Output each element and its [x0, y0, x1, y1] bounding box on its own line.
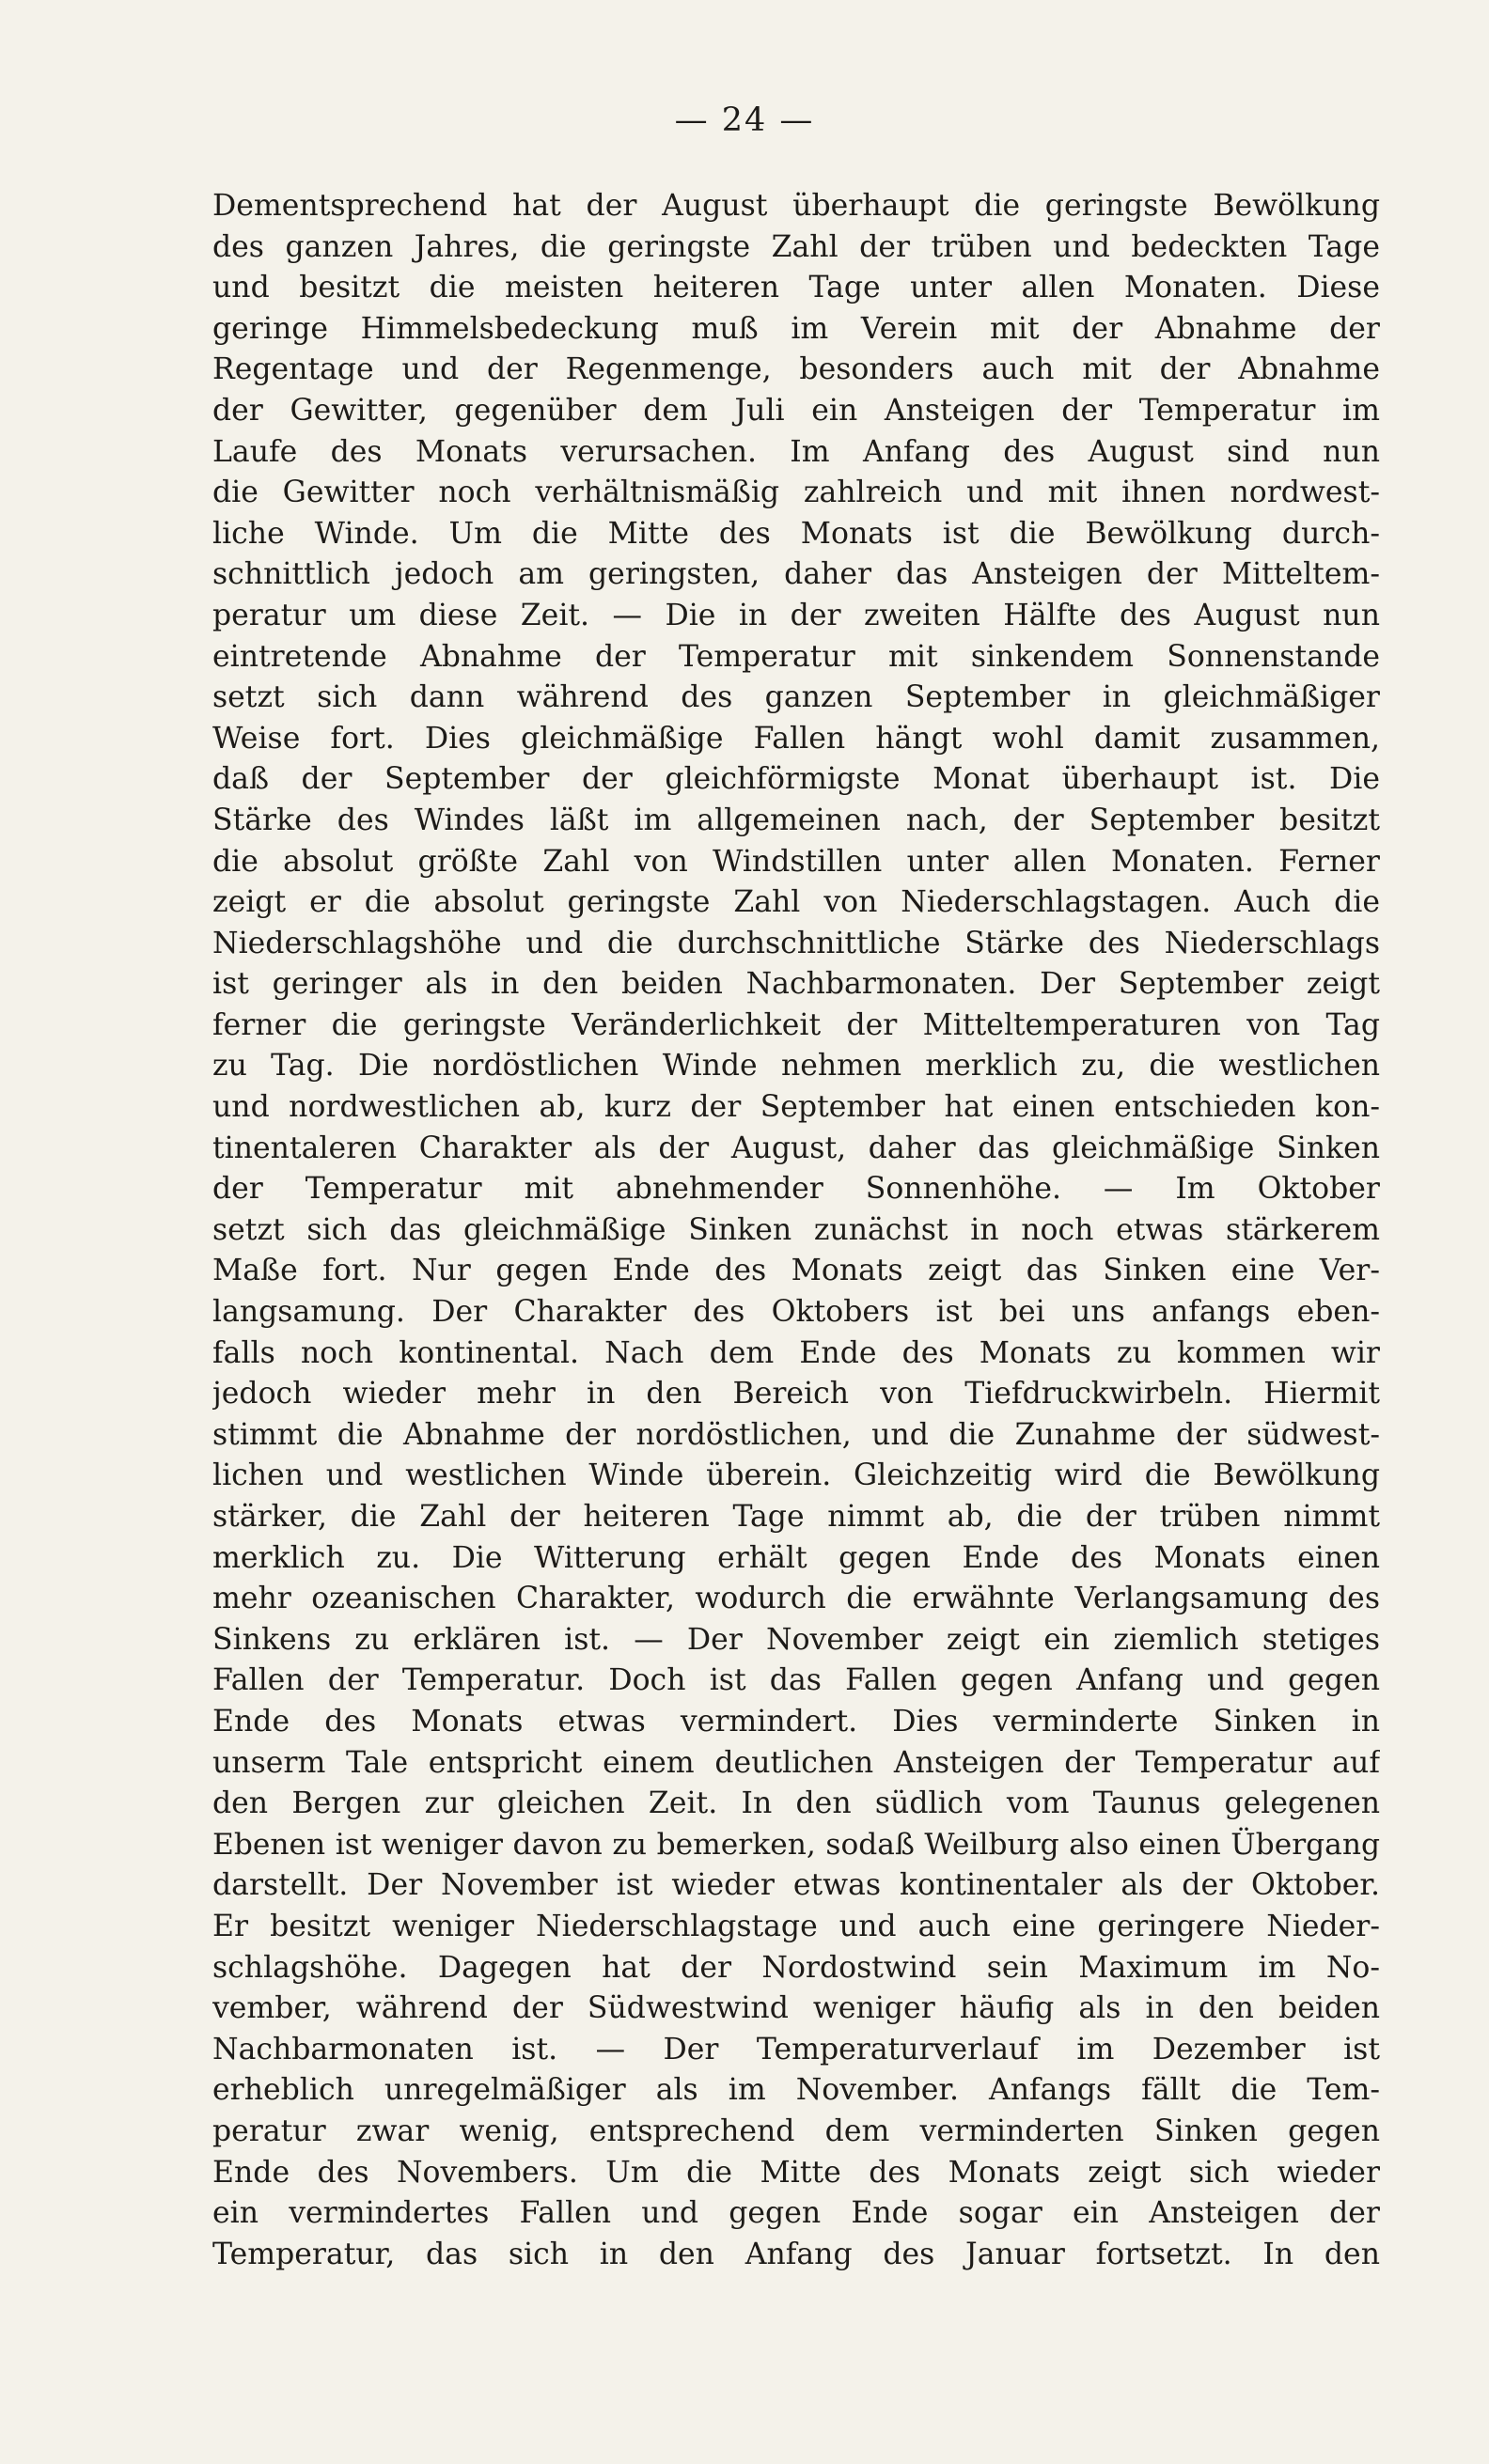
text-line: stärker, die Zahl der heiteren Tage nimmt ab, die der trüben nimmt	[212, 1500, 1380, 1534]
text-line: Stärke des Windes läßt im allgemeinen nach, der September besitzt	[212, 803, 1380, 837]
text-line: Fallen der Temperatur. Doch ist das Fallen gegen Anfang und gegen	[212, 1663, 1380, 1698]
text-line: der Gewitter, gegenüber dem Juli ein Ansteigen der Temperatur im	[212, 393, 1380, 428]
text-line: peratur zwar wenig, entsprechend dem verminderten Sinken gegen	[212, 2113, 1380, 2148]
text-line: ein vermindertes Fallen und gegen Ende sogar ein Ansteigen der	[212, 2196, 1380, 2231]
text-line: zu Tag. Die nordöstlichen Winde nehmen merklich zu, die westlichen	[212, 1049, 1380, 1084]
text-line: peratur um diese Zeit. — Die in der zweiten Hälfte des August nun	[212, 598, 1380, 632]
text-line: schlagshöhe. Dagegen hat der Nordostwind sein Maximum im No-	[212, 1950, 1380, 1985]
body-text	[212, 186, 1380, 2275]
text-line: und nordwestlichen ab, kurz der September hat einen entschieden kon-	[212, 1090, 1380, 1125]
text-line: liche Winde. Um die Mitte des Monats ist die Bewölkung durch-	[212, 516, 1380, 551]
text-line: Maße fort. Nur gegen Ende des Monats zeigt das Sinken eine Ver-	[212, 1254, 1380, 1288]
text-line: mehr ozeanischen Charakter, wodurch die erwähnte Verlangsamung des	[212, 1582, 1380, 1616]
text-line: zeigt er die absolut geringste Zahl von Niederschlagstagen. Auch die	[212, 885, 1380, 920]
text-line: langsamung. Der Charakter des Oktobers ist bei uns anfangs eben-	[212, 1295, 1380, 1330]
text-line: den Bergen zur gleichen Zeit. In den südlich vom Taunus gelegenen	[212, 1786, 1380, 1821]
text-line: der Temperatur mit abnehmender Sonnenhöhe. — Im Oktober	[212, 1172, 1380, 1207]
text-line: Weise fort. Dies gleichmäßige Fallen hängt wohl damit zusammen,	[212, 721, 1380, 756]
text-line: Regentage und der Regenmenge, besonders auch mit der Abnahme	[212, 352, 1380, 387]
text-line: lichen und westlichen Winde überein. Gleichzeitig wird die Bewölkung	[212, 1458, 1380, 1493]
text-line: setzt sich dann während des ganzen September in gleichmäßiger	[212, 680, 1380, 715]
text-line: Laufe des Monats verursachen. Im Anfang des August sind nun	[212, 434, 1380, 469]
text-line: Ende des Monats etwas vermindert. Dies verminderte Sinken in	[212, 1704, 1380, 1739]
text-line: vember, während der Südwestwind weniger häufig als in den beiden	[212, 1991, 1380, 2026]
text-line: des ganzen Jahres, die geringste Zahl der trüben und bedeckten Tage	[212, 229, 1380, 264]
text-line: setzt sich das gleichmäßige Sinken zunächst in noch etwas stärkerem	[212, 1212, 1380, 1247]
text-line: daß der September der gleichförmigste Monat überhaupt ist. Die	[212, 762, 1380, 797]
text-line: schnittlich jedoch am geringsten, daher das Ansteigen der Mitteltem-	[212, 557, 1380, 592]
text-line: merklich zu. Die Witterung erhält gegen Ende des Monats einen	[212, 1540, 1380, 1575]
text-line: und besitzt die meisten heiteren Tage unter allen Monaten. Diese	[212, 271, 1380, 305]
text-line: Niederschlagshöhe und die durchschnittliche Stärke des Niederschlags	[212, 926, 1380, 960]
text-line: geringe Himmelsbedeckung muß im Verein mit der Abnahme der	[212, 311, 1380, 346]
text-line: jedoch wieder mehr in den Bereich von Tiefdruckwirbeln. Hiermit	[212, 1377, 1380, 1411]
text-line: Ende des Novembers. Um die Mitte des Monats zeigt sich wieder	[212, 2155, 1380, 2190]
text-line: die absolut größte Zahl von Windstillen unter allen Monaten. Ferner	[212, 844, 1380, 879]
text-line: Ebenen ist weniger davon zu bemerken, sodaß Weilburg also einen Übergang	[212, 1827, 1380, 1862]
text-line: die Gewitter noch verhältnismäßig zahlreich und mit ihnen nordwest-	[212, 476, 1380, 510]
text-line: unserm Tale entspricht einem deutlichen Ansteigen der Temperatur auf	[212, 1745, 1380, 1780]
text-line: Dementsprechend hat der August überhaupt die geringste Bewölkung	[212, 189, 1380, 223]
page-number: — 24 —	[674, 101, 815, 139]
text-line: darstellt. Der November ist wieder etwas kontinentaler als der Oktober.	[212, 1868, 1380, 1903]
text-line: stimmt die Abnahme der nordöstlichen, und die Zunahme der südwest-	[212, 1417, 1380, 1452]
text-line: ist geringer als in den beiden Nachbarmonaten. Der September zeigt	[212, 967, 1380, 1002]
text-line: ferner die geringste Veränderlichkeit der Mitteltemperaturen von Tag	[212, 1007, 1380, 1042]
text-line: erheblich unregelmäßiger als im November. Anfangs fällt die Tem-	[212, 2073, 1380, 2108]
text-line: Sinkens zu erklären ist. — Der November zeigt ein ziemlich stetiges	[212, 1622, 1380, 1657]
text-line: falls noch kontinental. Nach dem Ende des Monats zu kommen wir	[212, 1335, 1380, 1370]
text-line: tinentaleren Charakter als der August, daher das gleichmäßige Sinken	[212, 1131, 1380, 1165]
text-line: Nachbarmonaten ist. — Der Temperaturverlauf im Dezember ist	[212, 2032, 1380, 2066]
text-line: Er besitzt weniger Niederschlagstage und auch eine geringere Nieder-	[212, 1909, 1380, 1943]
text-line: eintretende Abnahme der Temperatur mit sinkendem Sonnenstande	[212, 639, 1380, 674]
text-line: Temperatur, das sich in den Anfang des Januar fortsetzt. In den	[212, 2237, 1380, 2271]
